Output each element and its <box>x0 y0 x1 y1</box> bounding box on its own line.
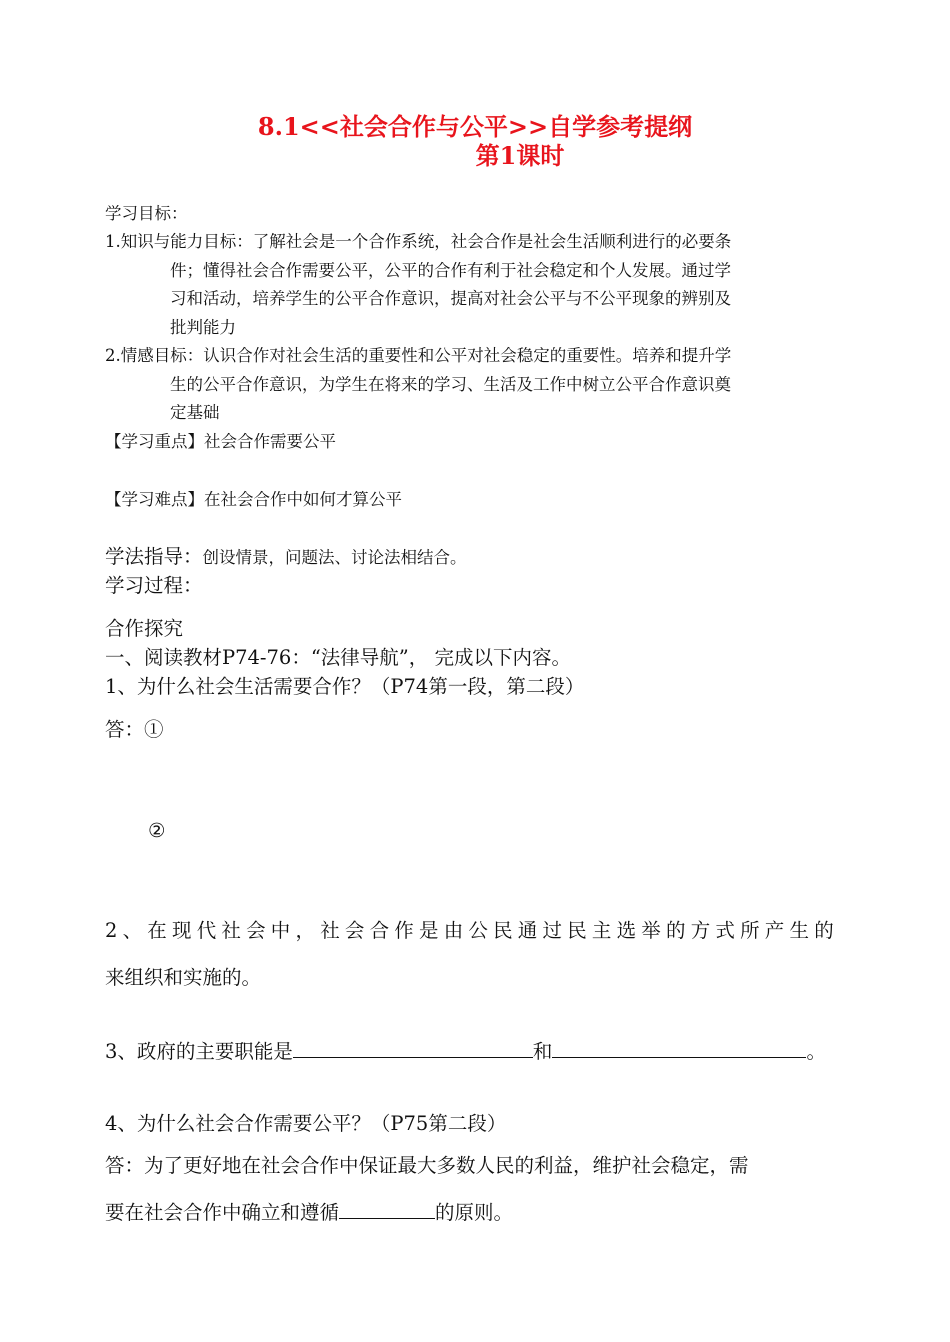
objective-2-line-1: 2.情感目标：认识合作对社会生活的重要性和公平对社会稳定的重要性。培养和提升学 <box>105 346 732 365</box>
answer-4-prefix: 要在社会合作中确立和遵循 <box>105 1201 340 1224</box>
objective-1-line-2: 件；懂得社会合作需要公平，公平的合作有利于社会稳定和个人发展。通过学 <box>170 260 731 280</box>
question-3-blank-1[interactable] <box>293 1037 533 1058</box>
objective-1-line-3: 习和活动，培养学生的公平合作意识，提高对社会公平与不公平现象的辨别及 <box>170 289 731 308</box>
difficulty-point: 【学习难点】在社会合作中如何才算公平 <box>105 490 402 509</box>
answer-4-line-2 <box>105 1197 513 1225</box>
question-2-line-1: 2、在现代社会中，社会合作是由公民通过民主选举的方式所产生的 <box>105 919 839 942</box>
answer-4-suffix: 的原则。 <box>435 1201 514 1224</box>
answer-1-label: 答：① <box>105 718 164 741</box>
question-3-suffix: 。 <box>806 1040 826 1063</box>
objective-1-line-4: 批判能力 <box>170 317 236 337</box>
key-point: 【学习重点】社会合作需要公平 <box>105 432 336 451</box>
document-title: 8.1<<社会合作与公平>>自学参考提纲 <box>257 112 693 141</box>
question-3-prefix: 3、政府的主要职能是 <box>105 1040 293 1063</box>
method-guide <box>105 543 467 573</box>
question-1: 1、为什么社会生活需要合作？（P74第一段，第二段） <box>105 675 585 698</box>
objective-1-line-1: 1.知识与能力目标：了解社会是一个合作系统，社会合作是社会生活顺利进行的必要条 <box>105 232 732 251</box>
question-2-line-2: 来组织和实施的。 <box>105 966 262 989</box>
question-4: 4、为什么社会合作需要公平？（P75第二段） <box>105 1112 507 1135</box>
question-3-blank-2[interactable] <box>552 1037 806 1058</box>
document-subtitle: 第1课时 <box>475 141 565 170</box>
objective-2 <box>105 342 845 428</box>
section-1-heading: 一、阅读教材P74-76：“法律导航”， 完成以下内容。 <box>105 646 571 669</box>
question-3 <box>105 1036 826 1064</box>
objective-1 <box>105 228 845 342</box>
answer-4-blank[interactable] <box>339 1198 435 1219</box>
objective-2-line-2: 生的公平合作意识，为学生在将来的学习、生活及工作中树立公平合作意识奠 <box>170 374 731 394</box>
answer-1-marker-2: ② <box>148 819 166 842</box>
answer-4-line-1: 答：为了更好地在社会合作中保证最大多数人民的利益，维护社会稳定，需 <box>105 1154 749 1177</box>
objectives-heading: 学习目标： <box>105 204 188 223</box>
process-heading: 学习过程： <box>105 574 203 597</box>
method-label: 学法指导： <box>105 545 203 568</box>
explore-heading: 合作探究 <box>105 617 184 640</box>
objective-2-line-3: 定基础 <box>170 403 220 422</box>
method-text: 创设情景，问题法、讨论法相结合。 <box>202 548 467 567</box>
question-3-middle: 和 <box>532 1040 553 1063</box>
